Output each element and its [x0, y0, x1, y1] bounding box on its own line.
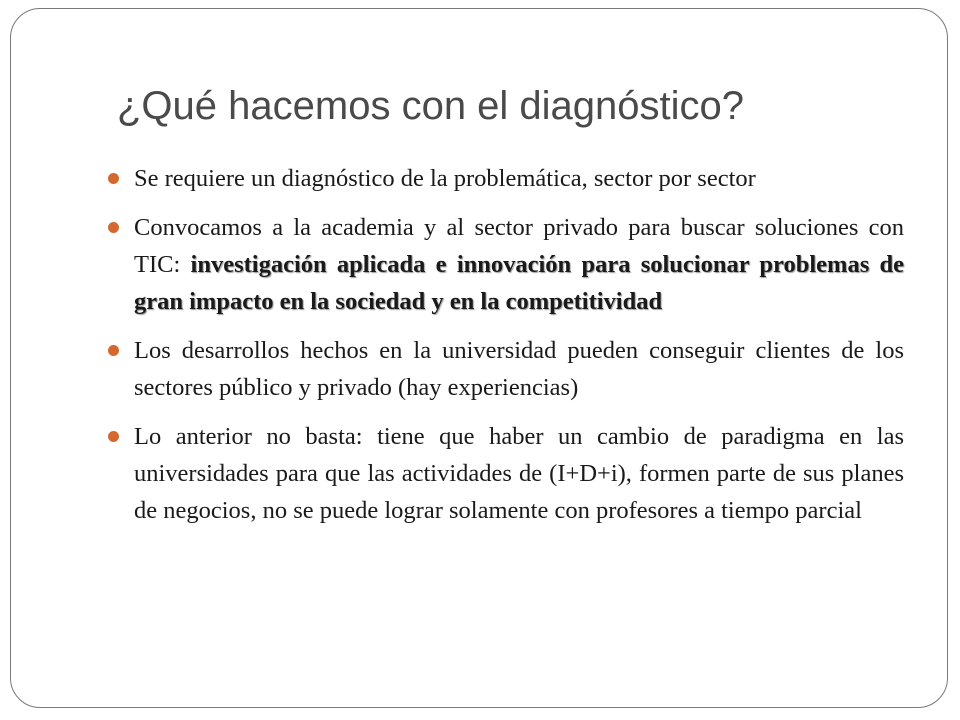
bullet-dot-icon	[108, 345, 119, 356]
bullet-dot-icon	[108, 222, 119, 233]
bullet-text: Los desarrollos hechos en la universidad pueden conseguir clientes de los sectores público y privado (hay experiencias)	[134, 337, 904, 401]
bullet-text: Lo anterior no basta: tiene que haber un cambio de paradigma en las universidades para que las actividades de (I+D+i), formen parte de sus planes de negocios, no se puede lograr solamente con profesores a tiempo parcial	[134, 423, 904, 524]
bullet-item-convocamos	[106, 209, 904, 320]
slide-title: ¿Qué hacemos con el diagnóstico?	[117, 84, 745, 128]
bullet-emphasis-text: investigación aplicada e innovación para solucionar problemas de gran impacto en la sociedad y en la competitividad	[134, 251, 904, 315]
bullet-item-desarrollos	[106, 332, 904, 406]
bullet-list	[106, 160, 904, 541]
bullet-dot-icon	[108, 173, 119, 184]
bullet-text: Se requiere un diagnóstico de la problemática, sector por sector	[134, 165, 756, 192]
bullet-item-diagnostico	[106, 160, 904, 197]
bullet-text: Convocamos a la academia y al sector privado para buscar soluciones con TIC:	[134, 214, 904, 278]
bullet-dot-icon	[108, 431, 119, 442]
bullet-item-paradigma	[106, 418, 904, 529]
